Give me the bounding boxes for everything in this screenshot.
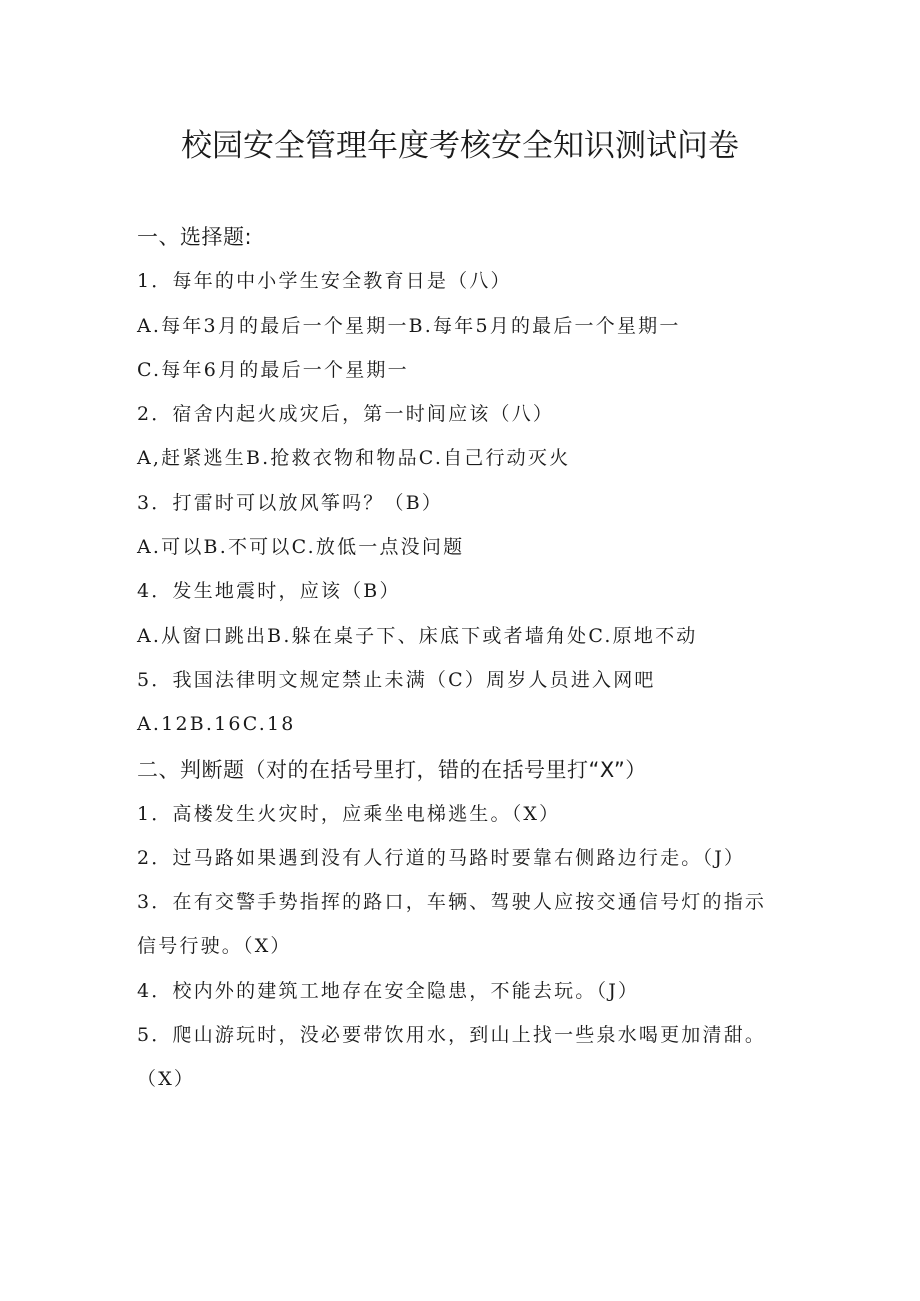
question-line: 4．校内外的建筑工地存在安全隐患，不能去玩。（J） [137,980,640,1002]
question-line: 3．在有交警手势指挥的路口，车辆、驾驶人应按交通信号灯的指示 [137,891,767,913]
question-line: 信号行驶。（X） [137,935,292,957]
question-line: A,赶紧逃生B.抢救衣物和物品C.自己行动灭火 [137,447,571,469]
question-line: A.可以B.不可以C.放低一点没问题 [137,536,465,558]
question-line: A.12B.16C.18 [137,713,296,735]
page-title: 校园安全管理年度考核安全知识测试问卷 [181,128,739,164]
question-line: 5．爬山游玩时，没必要带饮用水，到山上找一些泉水喝更加清甜。 [137,1024,767,1046]
question-line: A.从窗口跳出B.躲在桌子下、床底下或者墙角处C.原地不动 [137,625,698,647]
section-heading-choice: 一、选择题: [137,225,253,249]
question-line: 2．宿舍内起火成灾后，第一时间应该（八） [137,403,555,425]
question-line: A.每年3月的最后一个星期一B.每年5月的最后一个星期一 [137,315,681,337]
question-line: 5．我国法律明文规定禁止未满（C）周岁人员进入网吧 [137,669,656,691]
question-line: 1．每年的中小学生安全教育日是（八） [137,270,512,292]
question-line: 1．高楼发生火灾时，应乘坐电梯逃生。（X） [137,803,561,825]
question-line: C.每年6月的最后一个星期一 [137,359,409,381]
question-line: （X） [137,1068,196,1090]
question-line: 3．打雷时可以放风筝吗？（B） [137,492,444,514]
question-line: 4．发生地震时，应该（B） [137,580,401,602]
question-line: 2．过马路如果遇到没有人行道的马路时要靠右侧路边行走。（J） [137,847,746,869]
section-heading-judgment: 二、判断题（对的在括号里打，错的在括号里打“X”） [137,758,647,782]
